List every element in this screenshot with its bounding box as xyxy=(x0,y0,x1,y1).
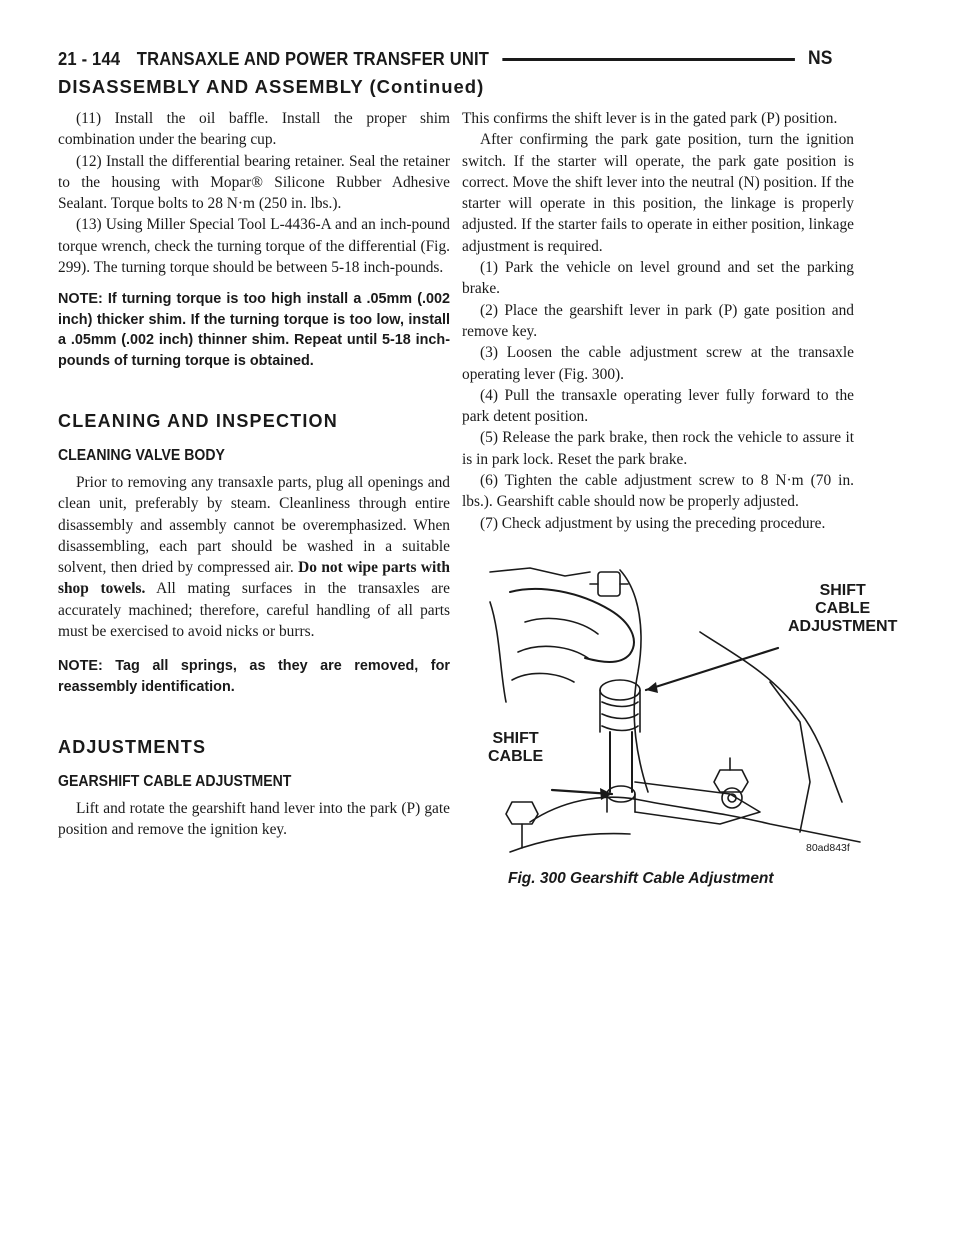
label-shift-cable: SHIFT CABLE xyxy=(488,730,544,765)
cleaning-heading: CLEANING AND INSPECTION xyxy=(58,411,338,432)
right-column xyxy=(462,108,854,534)
step-3: (3) Loosen the cable adjustment screw at the transaxle operating lever (Fig. 300). xyxy=(462,344,854,383)
step-1: (1) Park the vehicle on level ground and set the parking brake. xyxy=(462,259,854,298)
valve-body-paragraph xyxy=(58,472,450,642)
valve-body-heading: CLEANING VALVE BODY xyxy=(58,446,225,464)
step-2: (2) Place the gearshift lever in park (P) gate position and remove key. xyxy=(462,301,854,340)
step-7: (7) Check adjustment by using the preceding procedure. xyxy=(480,514,826,532)
gearshift-intro: Lift and rotate the gearshift hand lever into the park (P) gate position and remove the ignition key. xyxy=(58,799,450,839)
left-column xyxy=(58,108,450,841)
continued-title: DISASSEMBLY AND ASSEMBLY (Continued) xyxy=(58,76,485,97)
section-title: TRANSAXLE AND POWER TRANSFER UNIT xyxy=(136,48,490,69)
page-header xyxy=(58,44,833,74)
model-code: NS xyxy=(807,48,833,69)
valve-body-text-2: All mating surfaces in the transaxles are accurately machined; therefore, careful handling of all parts must be exercised to avoid nicks or burrs. xyxy=(58,580,451,641)
adjustments-heading: ADJUSTMENTS xyxy=(58,737,207,758)
valve-body-text-1: Prior to removing any transaxle parts, plug all openings and clean unit, preferably by steam. Cleanliness through entire disassembly and assembly cannot be overemphasized. When disassembling, each part should be washed in a suitable solvent, then dried by compressed air. xyxy=(58,473,450,577)
step-5: (5) Release the park brake, then rock the vehicle to assure it is in park lock. Reset the park brake. xyxy=(462,429,854,468)
figure-caption: Fig. 300 Gearshift Cable Adjustment xyxy=(508,870,774,887)
step-6: (6) Tighten the cable adjustment screw to 8 N·m (70 in. lbs.). Gearshift cable should now be properly adjusted. xyxy=(462,472,854,511)
valve-body-warning: Do not wipe parts with shop towels. xyxy=(58,559,450,598)
header-rule xyxy=(502,58,795,61)
step-4: (4) Pull the transaxle operating lever fully forward to the park detent position. xyxy=(462,386,854,426)
after-confirm-text: After confirming the park gate position, turn the ignition switch. If the starter will operate, the park gate position is correct. Move the shift lever into the neutral (N) position. If the starter will operate in this position, the linkage is properly adjusted. If the starter fails to operate in either position, linkage adjustment is required. xyxy=(462,131,854,255)
gearshift-heading: GEARSHIFT CABLE ADJUSTMENT xyxy=(58,772,292,790)
springs-note: NOTE: Tag all springs, as they are removed, for reassembly identification. xyxy=(58,658,450,695)
torque-note: NOTE: If turning torque is too high install a .05mm (.002 inch) thicker shim. If the turning torque is too low, install a .05mm (.002 inch) thinner shim. Repeat until 5-18 inch-pounds of turning torque is obtained. xyxy=(58,291,450,369)
page-number: 21 - 144 xyxy=(58,48,121,69)
step-13: (13) Using Miller Special Tool L-4436-A and an inch-pound torque wrench, check the turning torque of the differential (Fig. 299). The turning torque should be between 5-18 inch-pounds. xyxy=(58,216,450,277)
step-12: (12) Install the differential bearing retainer. Seal the retainer to the housing with Mopar® Silicone Rubber Adhesive Sealant. Torque bolts to 28 N·m (250 in. lbs.). xyxy=(58,152,450,213)
figure-code: 80ad843f xyxy=(806,842,850,854)
label-shift-cable-adjustment: SHIFT CABLE ADJUSTMENT xyxy=(788,582,898,635)
confirm-text: This confirms the shift lever is in the gated park (P) position. xyxy=(462,110,838,127)
step-11: (11) Install the oil baffle. Install the proper shim combination under the bearing cup. xyxy=(58,110,450,149)
